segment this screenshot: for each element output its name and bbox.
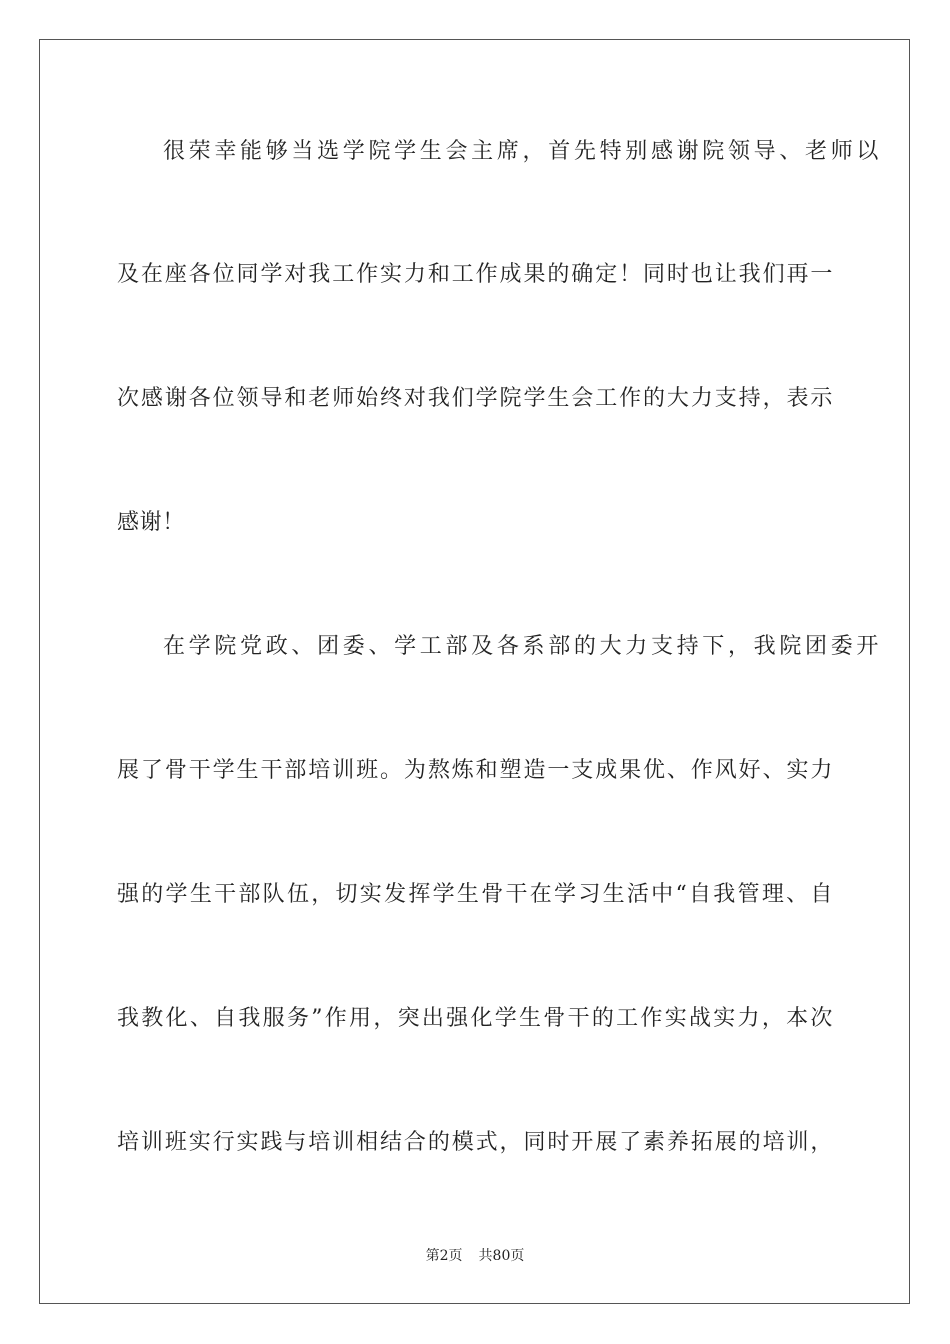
paragraph-1-line-1: 很荣幸能够当选学院学生会主席，首先特别感谢院领导、老师以 (163, 139, 879, 164)
paragraph-2-line-5: 培训班实行实践与培训相结合的模式，同时开展了素养拓展的培训， (117, 1130, 833, 1155)
paragraph-1-line-4: 感谢！ (117, 510, 185, 535)
paragraph-1-line-3: 次感谢各位领导和老师始终对我们学院学生会工作的大力支持，表示 (117, 386, 833, 411)
total-pages: 共80页 (478, 1248, 525, 1264)
page-border (39, 39, 910, 1304)
page-number: 第2页 (425, 1248, 463, 1264)
paragraph-2-line-3: 强的学生干部队伍，切实发挥学生骨干在学习生活中“自我管理、自 (117, 882, 833, 907)
page-footer (0, 1247, 950, 1265)
paragraph-2-line-2: 展了骨干学生干部培训班。为熬炼和塑造一支成果优、作风好、实力 (117, 758, 833, 783)
paragraph-2-line-4: 我教化、自我服务”作用，突出强化学生骨干的工作实战实力，本次 (117, 1006, 833, 1031)
paragraph-2-line-1: 在学院党政、团委、学工部及各系部的大力支持下，我院团委开 (163, 634, 879, 659)
paragraph-1-line-2: 及在座各位同学对我工作实力和工作成果的确定！同时也让我们再一 (117, 262, 833, 287)
